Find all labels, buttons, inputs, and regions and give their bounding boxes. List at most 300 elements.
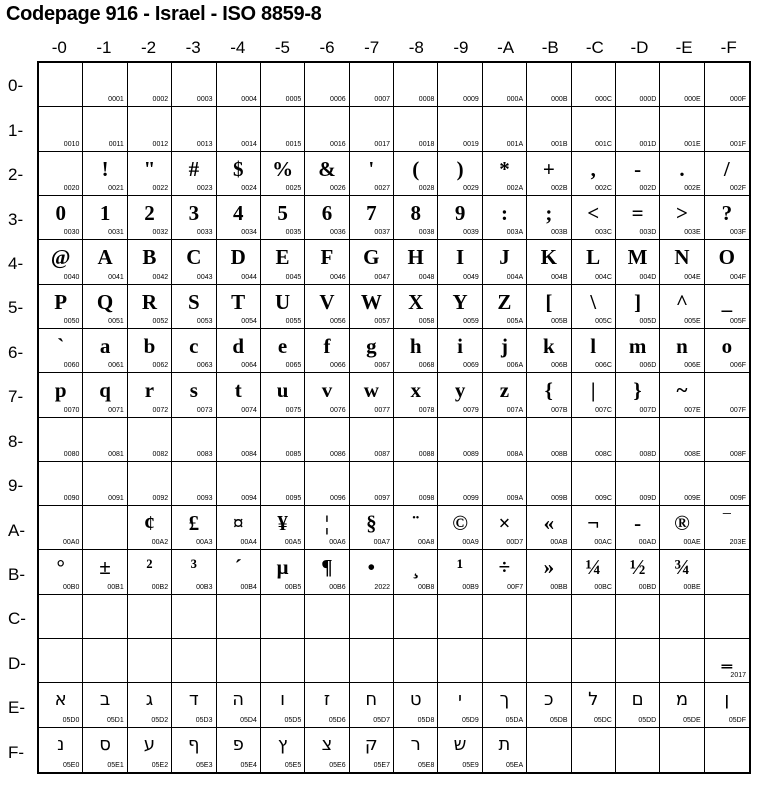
codepage-cell (616, 595, 660, 639)
glyph: » (543, 555, 555, 580)
codepage-cell (616, 550, 660, 594)
unicode-code: 004F (730, 273, 746, 281)
column-header: -A (497, 38, 515, 57)
unicode-code: 0041 (108, 273, 124, 281)
codepage-cell (350, 285, 394, 329)
row-header: 5- (8, 298, 24, 318)
unicode-code: 0075 (285, 406, 302, 414)
unicode-code: 00A3 (196, 539, 213, 547)
column-header: -C (585, 38, 604, 57)
unicode-code: 008D (639, 450, 657, 458)
codepage-cell (172, 285, 216, 329)
unicode-code: 05D6 (328, 716, 346, 724)
glyph: p (54, 378, 67, 403)
unicode-code: 0035 (285, 229, 302, 237)
glyph: µ (276, 555, 289, 580)
unicode-code: 0001 (108, 96, 124, 104)
codepage-cell (572, 152, 616, 196)
codepage-cell (305, 152, 349, 196)
codepage-cell (172, 506, 216, 550)
glyph: ע (143, 733, 156, 755)
codepage-cell (660, 152, 704, 196)
codepage-cell (217, 639, 261, 683)
unicode-code: 05E1 (107, 762, 124, 769)
unicode-code: 05DC (593, 716, 612, 724)
glyph: m (628, 333, 647, 358)
codepage-cell (705, 285, 749, 329)
codepage-cell (217, 63, 261, 107)
unicode-code: 00F7 (507, 583, 524, 591)
codepage-cell (305, 550, 349, 594)
codepage-cell (660, 107, 704, 151)
unicode-code: 0093 (196, 495, 213, 503)
unicode-code: 0076 (330, 406, 346, 414)
glyph: × (498, 511, 511, 536)
codepage-cell (705, 550, 749, 594)
codepage-cell (705, 240, 749, 284)
row-header: 1- (8, 120, 24, 140)
codepage-cell (483, 639, 527, 683)
glyph: $ (232, 156, 244, 181)
unicode-code: 0052 (152, 317, 169, 325)
unicode-code: 004B (551, 273, 568, 281)
unicode-code: 008F (730, 450, 746, 458)
unicode-code: 0023 (196, 184, 213, 192)
codepage-cell (350, 550, 394, 594)
unicode-code: 0077 (374, 406, 390, 414)
glyph: H (407, 245, 424, 270)
codepage-cell (438, 63, 482, 107)
unicode-code: 0097 (374, 495, 390, 503)
glyph: E (275, 245, 290, 270)
unicode-code: 000A (506, 96, 524, 104)
codepage-cell (527, 152, 571, 196)
codepage-cell (39, 462, 83, 506)
codepage-cell (128, 728, 172, 772)
unicode-code: 0026 (330, 184, 346, 192)
glyph: ' (368, 156, 375, 181)
codepage-cell (305, 683, 349, 727)
unicode-code: 00A0 (63, 539, 80, 547)
row-header: B- (8, 565, 25, 585)
unicode-code: 00B8 (418, 583, 435, 591)
glyph: י (458, 689, 463, 711)
codepage-cell (572, 63, 616, 107)
glyph: / (723, 156, 730, 181)
unicode-code: 005E (684, 317, 701, 325)
codepage-cell (572, 418, 616, 462)
codepage-cell (483, 107, 527, 151)
row-header: 3- (8, 209, 24, 229)
unicode-code: 05D7 (373, 716, 390, 724)
codepage-cell (616, 107, 660, 151)
glyph: % (272, 156, 294, 181)
codepage-cell (172, 462, 216, 506)
glyph: V (319, 289, 335, 314)
codepage-cell (172, 329, 216, 373)
unicode-code: 0069 (463, 362, 479, 370)
codepage-cell (261, 329, 305, 373)
codepage-cell (394, 329, 438, 373)
codepage-cell (483, 240, 527, 284)
codepage-cell (350, 196, 394, 240)
unicode-code: 0080 (63, 450, 80, 458)
glyph: D (230, 245, 246, 270)
codepage-cell (483, 728, 527, 772)
unicode-code: 0042 (152, 273, 169, 281)
unicode-code: 0019 (463, 140, 479, 148)
codepage-cell (572, 728, 616, 772)
column-header: -D (630, 38, 649, 57)
column-header: -E (675, 38, 693, 57)
glyph: 2 (144, 200, 155, 225)
glyph: - (634, 156, 642, 181)
glyph: ן (724, 689, 730, 711)
unicode-code: 003C (595, 229, 612, 237)
codepage-cell (438, 373, 482, 417)
column-headers (37, 38, 751, 58)
codepage-cell (572, 329, 616, 373)
unicode-code: 00BC (594, 583, 612, 591)
unicode-code: 0013 (196, 140, 213, 148)
unicode-code: 007F (730, 406, 746, 414)
codepage-cell (350, 639, 394, 683)
unicode-code: 0050 (63, 317, 80, 325)
unicode-code: 00B9 (462, 583, 479, 591)
codepage-cell (39, 329, 83, 373)
codepage-cell (527, 639, 571, 683)
glyph: y (454, 378, 466, 403)
unicode-code: 00A8 (418, 539, 435, 547)
glyph: o (721, 333, 733, 358)
unicode-code: 0095 (285, 495, 302, 503)
codepage-cell (394, 240, 438, 284)
glyph: v (321, 378, 333, 403)
glyph: ~ (676, 378, 688, 403)
codepage-cell (83, 373, 127, 417)
glyph: ‾ (723, 511, 731, 536)
glyph: נ (57, 733, 65, 755)
codepage-cell (305, 639, 349, 683)
codepage-cell (483, 418, 527, 462)
unicode-code: 007B (551, 406, 568, 414)
codepage-cell (705, 373, 749, 417)
unicode-code: 000B (551, 96, 568, 104)
glyph: א (54, 689, 67, 711)
codepage-cell (39, 550, 83, 594)
codepage-cell (83, 728, 127, 772)
codepage-cell (527, 285, 571, 329)
unicode-code: 0062 (152, 362, 169, 370)
unicode-code: 000C (595, 96, 612, 104)
glyph: N (674, 245, 690, 270)
unicode-code: 0072 (152, 406, 169, 414)
glyph: : (500, 200, 508, 225)
codepage-cell (483, 506, 527, 550)
codepage-cell (172, 373, 216, 417)
unicode-code: 00B6 (329, 583, 346, 591)
glyph: G (363, 245, 380, 270)
glyph: ט (409, 689, 422, 711)
glyph: X (408, 289, 424, 314)
glyph: { (544, 378, 553, 403)
codepage-cell (527, 373, 571, 417)
codepage-cell (83, 639, 127, 683)
codepage-cell (483, 373, 527, 417)
unicode-code: 0060 (63, 362, 80, 370)
unicode-code: 05E6 (329, 762, 346, 769)
unicode-code: 05E3 (196, 762, 213, 769)
unicode-code: 009F (730, 495, 746, 503)
codepage-cell (616, 285, 660, 329)
codepage-cell (39, 683, 83, 727)
codepage-cell (660, 639, 704, 683)
column-header: -0 (51, 38, 67, 57)
codepage-cell (438, 240, 482, 284)
glyph: j (500, 333, 508, 358)
glyph: ף (188, 733, 200, 755)
codepage-cell (261, 240, 305, 284)
codepage-cell (527, 550, 571, 594)
glyph: w (363, 378, 379, 403)
row-header: F- (8, 742, 25, 762)
codepage-cell (172, 240, 216, 284)
codepage-cell (616, 639, 660, 683)
glyph: K (540, 245, 557, 270)
unicode-code: 007A (506, 406, 524, 414)
codepage-cell (39, 639, 83, 683)
unicode-code: 006F (730, 362, 746, 370)
glyph: > (675, 200, 688, 225)
glyph: 7 (366, 200, 377, 225)
unicode-code: 001E (684, 140, 701, 148)
glyph: 8 (410, 200, 421, 225)
glyph: M (627, 245, 648, 270)
glyph: ® (674, 511, 690, 536)
codepage-cell (438, 418, 482, 462)
codepage-cell (394, 462, 438, 506)
codepage-cell (261, 152, 305, 196)
unicode-code: 000D (639, 96, 657, 104)
glyph: כ (544, 689, 554, 711)
unicode-code: 05E4 (240, 762, 257, 769)
unicode-code: 0004 (241, 96, 257, 104)
unicode-code: 003E (684, 229, 701, 237)
glyph: ¹ (456, 555, 464, 580)
codepage-cell (39, 63, 83, 107)
codepage-cell (217, 506, 261, 550)
unicode-code: 0043 (196, 273, 213, 281)
codepage-cell (172, 196, 216, 240)
unicode-code: 006D (639, 362, 657, 370)
glyph: ] (634, 289, 642, 314)
unicode-code: 0040 (63, 273, 80, 281)
row-header: 8- (8, 431, 24, 451)
glyph: ¤ (232, 511, 244, 536)
unicode-code: 001F (730, 140, 746, 148)
codepage-cell (394, 550, 438, 594)
unicode-code: 0016 (330, 140, 346, 148)
unicode-code: 0039 (463, 229, 479, 237)
unicode-code: 0098 (418, 495, 435, 503)
glyph: a (99, 333, 111, 358)
unicode-code: 0087 (374, 450, 390, 458)
codepage-cell (83, 107, 127, 151)
unicode-code: 0018 (418, 140, 435, 148)
codepage-cell (217, 240, 261, 284)
codepage-cell (217, 595, 261, 639)
codepage-cell (261, 373, 305, 417)
unicode-code: 0091 (108, 495, 124, 503)
glyph: © (452, 511, 468, 536)
unicode-code: 005D (639, 317, 657, 325)
row-header: C- (8, 609, 26, 629)
glyph: z (499, 378, 510, 403)
glyph: « (543, 511, 555, 536)
codepage-cell (39, 373, 83, 417)
glyph: ¼ (585, 555, 602, 580)
unicode-code: 0056 (330, 317, 346, 325)
codepage-cell (572, 595, 616, 639)
glyph: d (232, 333, 245, 358)
codepage-cell (527, 506, 571, 550)
glyph: k (542, 333, 555, 358)
unicode-code: 0006 (330, 96, 346, 104)
column-header: -4 (230, 38, 246, 57)
unicode-code: 05D9 (462, 716, 479, 724)
glyph: ‗ (721, 644, 733, 669)
row-header: 6- (8, 342, 24, 362)
codepage-cell (438, 728, 482, 772)
codepage-cell (394, 683, 438, 727)
codepage-cell (616, 373, 660, 417)
unicode-code: 005B (551, 317, 568, 325)
unicode-code: 05DF (728, 716, 746, 724)
glyph: Q (96, 289, 114, 314)
unicode-code: 0073 (196, 406, 213, 414)
column-header: -1 (96, 38, 112, 57)
glyph: [ (545, 289, 553, 314)
unicode-code: 0078 (418, 406, 435, 414)
codepage-cell (394, 63, 438, 107)
unicode-code: 0037 (374, 229, 390, 237)
glyph: n (676, 333, 688, 358)
unicode-code: 05E0 (63, 762, 80, 769)
codepage-cell (660, 373, 704, 417)
unicode-code: 0048 (418, 273, 435, 281)
codepage-cell (261, 506, 305, 550)
codepage-cell (217, 728, 261, 772)
codepage-cell (128, 418, 172, 462)
unicode-code: 008A (506, 450, 524, 458)
glyph: * (499, 156, 510, 181)
unicode-code: 000F (730, 96, 746, 104)
glyph: @ (50, 245, 71, 270)
unicode-code: 00AD (638, 539, 657, 547)
column-header: -8 (408, 38, 424, 57)
unicode-code: 002A (506, 184, 524, 192)
codepage-cell (705, 418, 749, 462)
codepage-cell (527, 418, 571, 462)
unicode-code: 0036 (330, 229, 346, 237)
unicode-code: 0065 (285, 362, 302, 370)
codepage-cell (438, 285, 482, 329)
codepage-cell (527, 196, 571, 240)
glyph: ש (453, 733, 467, 755)
unicode-code: 004D (639, 273, 657, 281)
codepage-cell (172, 683, 216, 727)
row-header: E- (8, 698, 25, 718)
unicode-code: 0066 (330, 362, 346, 370)
glyph: " (143, 156, 156, 181)
glyph: ג (145, 689, 154, 711)
codepage-cell (394, 639, 438, 683)
unicode-code: 004C (595, 273, 612, 281)
unicode-code: 009E (684, 495, 701, 503)
codepage-cell (172, 639, 216, 683)
glyph: ו (280, 689, 286, 711)
codepage-cell (394, 418, 438, 462)
codepage-cell (305, 285, 349, 329)
codepage-cell (261, 462, 305, 506)
codepage-cell (128, 639, 172, 683)
column-header: -9 (453, 38, 469, 57)
unicode-code: 0084 (241, 450, 257, 458)
unicode-code: 0003 (196, 96, 213, 104)
unicode-code: 008C (595, 450, 612, 458)
codepage-cell (483, 683, 527, 727)
codepage-cell (172, 550, 216, 594)
codepage-cell (350, 373, 394, 417)
codepage-cell (83, 152, 127, 196)
codepage-cell (572, 639, 616, 683)
codepage-cell (39, 506, 83, 550)
glyph: ¥ (277, 511, 288, 536)
glyph: J (499, 245, 510, 270)
codepage-cell (305, 506, 349, 550)
glyph: ° (56, 555, 65, 580)
unicode-code: 0082 (152, 450, 169, 458)
codepage-cell (660, 196, 704, 240)
unicode-code: 0025 (285, 184, 302, 192)
codepage-cell (438, 152, 482, 196)
unicode-code: 00A7 (373, 539, 390, 547)
unicode-code: 001A (506, 140, 524, 148)
codepage-cell (616, 728, 660, 772)
glyph: 9 (454, 200, 466, 225)
glyph: F (320, 245, 334, 270)
unicode-code: 00BE (683, 583, 701, 591)
unicode-code: 05DD (638, 716, 657, 724)
codepage-cell (394, 373, 438, 417)
glyph: ¦ (324, 511, 330, 536)
codepage-cell (438, 196, 482, 240)
codepage-cell (172, 152, 216, 196)
glyph: P (54, 289, 68, 314)
codepage-cell (39, 285, 83, 329)
codepage-cell (483, 285, 527, 329)
glyph: פ (232, 733, 244, 755)
codepage-cell (128, 550, 172, 594)
unicode-code: 0047 (374, 273, 390, 281)
codepage-cell (128, 152, 172, 196)
unicode-code: 05E5 (284, 762, 302, 769)
codepage-cell (172, 418, 216, 462)
unicode-code: 006C (595, 362, 612, 370)
codepage-cell (83, 683, 127, 727)
glyph: e (277, 333, 288, 358)
unicode-code: 05DE (683, 716, 701, 724)
